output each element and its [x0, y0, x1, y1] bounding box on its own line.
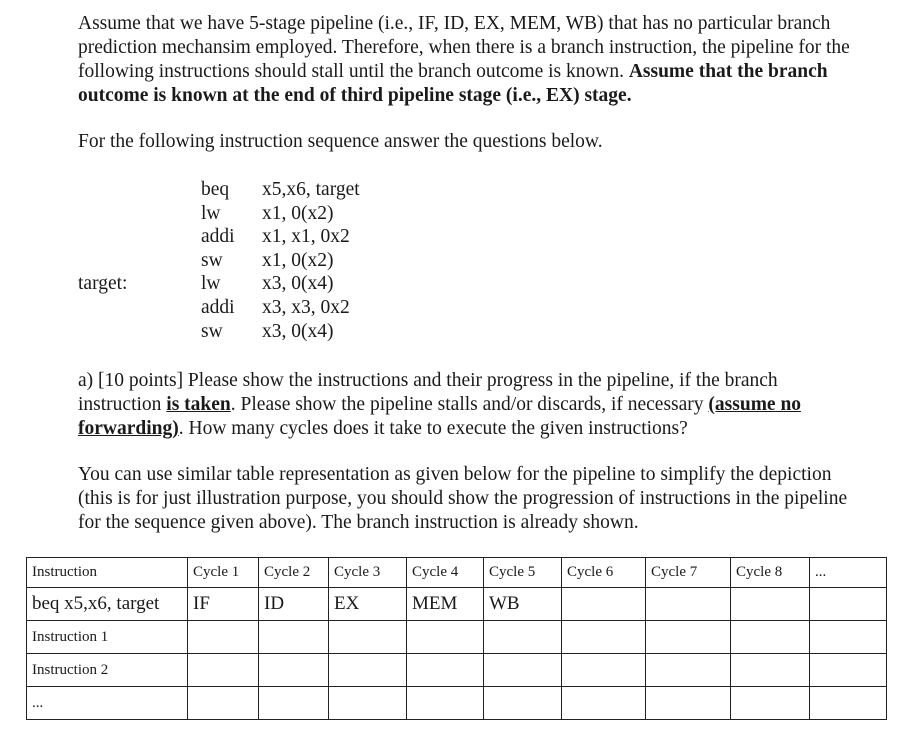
table-row	[27, 588, 887, 621]
cycle-cell	[407, 687, 484, 720]
table-row	[27, 621, 887, 654]
cycle-cell: Cycle 8	[731, 558, 810, 588]
code-opcode: addi	[201, 296, 235, 318]
question-a-line-3	[78, 417, 908, 441]
cycle-cell	[188, 621, 259, 654]
cycle-cell: ...	[810, 558, 887, 588]
instruction-cell: Instruction 1	[27, 621, 188, 654]
prompt-line: For the following instruction sequence answer the questions below.	[78, 131, 603, 152]
cycle-cell	[562, 687, 646, 720]
cycle-cell	[484, 687, 562, 720]
question-a-forwarding: forwarding)	[78, 418, 179, 439]
cycle-cell	[646, 687, 731, 720]
code-opcode: lw	[201, 273, 221, 295]
cycle-cell	[484, 621, 562, 654]
cycle-cell	[329, 654, 407, 687]
cycle-cell	[407, 654, 484, 687]
cycle-cell: ID	[259, 588, 329, 621]
cycle-cell	[188, 654, 259, 687]
table-note-line-3: for the sequence given above). The branch instruction is already shown.	[78, 512, 639, 533]
cycle-cell	[259, 621, 329, 654]
cycle-cell	[646, 654, 731, 687]
code-opcode: addi	[201, 226, 235, 248]
pipeline-table	[26, 557, 887, 720]
code-operands: x3, 0(x4)	[262, 320, 334, 342]
code-operands: x1, x1, 0x2	[262, 226, 350, 248]
intro-paragraph	[78, 12, 908, 108]
question-a-assume: (assume no	[708, 394, 802, 415]
cycle-cell	[562, 621, 646, 654]
table-note	[78, 463, 908, 535]
table-row	[27, 654, 887, 687]
code-operands: x1, 0(x2)	[262, 202, 334, 224]
cycle-cell: IF	[188, 588, 259, 621]
code-operands: x3, x3, 0x2	[262, 296, 350, 318]
cycle-cell	[810, 588, 887, 621]
cycle-cell: WB	[484, 588, 562, 621]
cycle-cell	[646, 588, 731, 621]
cycle-cell	[810, 621, 887, 654]
cycle-cell	[407, 621, 484, 654]
cycle-cell	[810, 687, 887, 720]
cycle-cell	[329, 621, 407, 654]
cycle-cell	[731, 588, 810, 621]
question-a-line-3-post: . How many cycles does it take to execute the given instructions?	[178, 418, 688, 439]
table-note-line-1: You can use similar table representation as given below for the pipeline to simplify the depiction	[78, 464, 832, 485]
cycle-cell: Cycle 1	[188, 558, 259, 588]
question-a-line-2	[78, 393, 908, 417]
intro-line-4	[78, 84, 908, 108]
intro-line-3	[78, 60, 908, 84]
cycle-cell: Cycle 2	[259, 558, 329, 588]
cycle-cell	[562, 654, 646, 687]
instruction-cell: beq x5,x6, target	[27, 588, 188, 621]
code-opcode: beq	[201, 179, 230, 200]
cycle-cell: MEM	[407, 588, 484, 621]
question-a-line-2-mid: . Please show the pipeline stalls and/or discards, if necessary	[230, 394, 709, 415]
question-a-line-2-pre: instruction	[78, 394, 167, 415]
code-operands: x1, 0(x2)	[262, 249, 334, 271]
question-a	[78, 369, 908, 441]
table-header-row	[27, 558, 887, 588]
code-label: target:	[78, 273, 128, 295]
intro-line-3-bold: Assume that the branch	[628, 61, 828, 82]
cycle-cell: Cycle 5	[484, 558, 562, 588]
code-opcode: sw	[201, 320, 223, 342]
intro-line-4-bold: outcome is known at the end of third pipeline stage (i.e., EX) stage.	[78, 85, 632, 106]
cycle-cell: Cycle 6	[562, 558, 646, 588]
cycle-cell: EX	[329, 588, 407, 621]
question-a-line-1: a) [10 points] Please show the instructions and their progress in the pipeline, if the branch	[78, 370, 778, 391]
cycle-cell	[646, 621, 731, 654]
table-row	[27, 687, 887, 720]
cycle-cell	[731, 621, 810, 654]
code-opcode: lw	[201, 202, 221, 224]
intro-line-2: prediction mechansim employed. Therefore, when there is a branch instruction, the pipeline for the	[78, 37, 850, 58]
cycle-cell	[731, 654, 810, 687]
cycle-cell	[484, 654, 562, 687]
code-operands: x5,x6, target	[262, 179, 360, 200]
cycle-cell	[188, 687, 259, 720]
cycle-cell: Cycle 4	[407, 558, 484, 588]
question-a-taken: is taken	[166, 394, 231, 415]
cycle-cell	[562, 588, 646, 621]
code-opcode: sw	[201, 249, 223, 271]
cycle-cell: Cycle 7	[646, 558, 731, 588]
cycle-cell	[259, 687, 329, 720]
table-note-line-2: (this is for just illustration purpose, you should show the progression of instructions in the pipeline	[78, 488, 848, 509]
cycle-cell	[810, 654, 887, 687]
intro-line-3-text: following instructions should stall until the branch outcome is known.	[78, 61, 629, 82]
cycle-cell	[731, 687, 810, 720]
instruction-cell: Instruction 2	[27, 654, 188, 687]
cycle-cell: Cycle 3	[329, 558, 407, 588]
intro-line-1: Assume that we have 5-stage pipeline (i.e., IF, ID, EX, MEM, WB) that has no particular branch	[78, 13, 831, 34]
cycle-cell	[259, 654, 329, 687]
code-operands: x3, 0(x4)	[262, 273, 334, 295]
instruction-cell: Instruction	[27, 558, 188, 588]
cycle-cell	[329, 687, 407, 720]
prompt-text	[78, 130, 908, 154]
instruction-cell: ...	[27, 687, 188, 720]
